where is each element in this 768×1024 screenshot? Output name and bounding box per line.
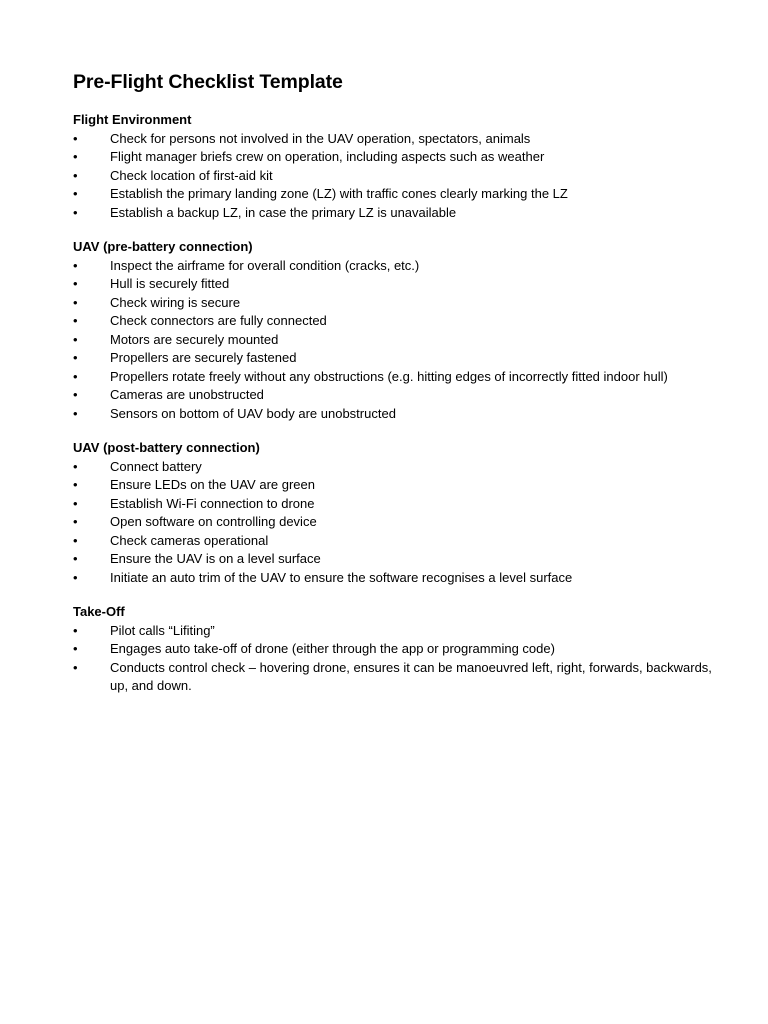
bullet-icon: • — [73, 659, 78, 675]
list-item-text: Check for persons not involved in the UAV operation, spectators, animals — [110, 130, 531, 146]
bullet-icon: • — [73, 458, 78, 474]
bullet-icon: • — [73, 186, 78, 201]
list-item-text: Check connectors are fully connected — [110, 313, 327, 328]
list-item-text: Open software on controlling device — [110, 514, 317, 529]
bullet-icon: • — [73, 551, 78, 566]
bullet-icon: • — [73, 276, 78, 291]
list-item — [73, 167, 713, 186]
list-item — [73, 458, 713, 477]
bullet-icon: • — [73, 622, 78, 638]
list-item — [73, 569, 713, 588]
bullet-icon: • — [73, 368, 78, 384]
list-item-text: Establish a backup LZ, in case the primary LZ is unavailable — [110, 204, 457, 220]
bullet-icon: • — [73, 569, 78, 585]
list-item-text: Inspect the airframe for overall condition (cracks, etc.) — [110, 257, 420, 273]
list-item — [73, 622, 713, 641]
bullet-icon: • — [73, 257, 78, 273]
list-item — [73, 148, 713, 167]
list-item — [73, 550, 713, 569]
list-item — [73, 476, 713, 495]
bullet-icon: • — [73, 130, 78, 146]
list-item-text: Engages auto take-off of drone (either through the app or programming code) — [110, 641, 555, 656]
list-item — [73, 368, 713, 387]
section-heading: UAV (pre-battery connection) — [73, 239, 253, 254]
bullet-icon: • — [73, 313, 78, 328]
bullet-icon: • — [73, 167, 78, 183]
section-heading: Take-Off — [73, 604, 125, 619]
list-item-text: Flight manager briefs crew on operation, including aspects such as weather — [110, 149, 545, 164]
bullet-icon: • — [73, 405, 78, 421]
bullet-icon: • — [73, 641, 78, 656]
list-item-text: Conducts control check – hovering drone, ensures it can be manoeuvred left, right, forwards, backwards, up, and down. — [110, 659, 712, 693]
list-item-text: Sensors on bottom of UAV body are unobstructed — [110, 405, 396, 421]
checklist — [73, 458, 713, 588]
list-item-text: Propellers are securely fastened — [110, 350, 297, 365]
list-item — [73, 257, 713, 276]
list-item — [73, 312, 713, 331]
section-heading: UAV (post-battery connection) — [73, 440, 260, 455]
list-item-text: Pilot calls “Lifiting” — [110, 622, 215, 638]
bullet-icon: • — [73, 350, 78, 365]
bullet-icon: • — [73, 149, 78, 164]
page-title: Pre-Flight Checklist Template — [73, 71, 343, 93]
document-page — [73, 69, 713, 712]
list-item — [73, 495, 713, 514]
bullet-icon: • — [73, 331, 78, 347]
list-item-text: Ensure the UAV is on a level surface — [110, 551, 321, 566]
bullet-icon: • — [73, 387, 78, 402]
list-item-text: Cameras are unobstructed — [110, 387, 264, 402]
list-item-text: Check location of first-aid kit — [110, 167, 273, 183]
list-item — [73, 640, 713, 659]
list-item — [73, 513, 713, 532]
list-item-text: Hull is securely fitted — [110, 276, 230, 291]
section-heading: Flight Environment — [73, 112, 192, 127]
list-item — [73, 386, 713, 405]
sections-container — [73, 111, 713, 696]
list-item-text: Establish the primary landing zone (LZ) with traffic cones clearly marking the LZ — [110, 186, 568, 201]
list-item — [73, 331, 713, 350]
checklist-section — [73, 111, 713, 222]
list-item-text: Connect battery — [110, 458, 202, 474]
list-item — [73, 185, 713, 204]
list-item-text: Check cameras operational — [110, 532, 269, 548]
list-item-text: Establish Wi-Fi connection to drone — [110, 495, 315, 511]
list-item-text: Check wiring is secure — [110, 294, 241, 310]
list-item-text: Motors are securely mounted — [110, 331, 279, 347]
bullet-icon: • — [73, 204, 78, 220]
list-item — [73, 405, 713, 424]
checklist — [73, 130, 713, 223]
checklist-section — [73, 238, 713, 423]
list-item — [73, 294, 713, 313]
bullet-icon: • — [73, 477, 78, 492]
list-item — [73, 275, 713, 294]
list-item-text: Initiate an auto trim of the UAV to ensure the software recognises a level surface — [110, 569, 573, 585]
bullet-icon: • — [73, 495, 78, 511]
bullet-icon: • — [73, 532, 78, 548]
checklist — [73, 257, 713, 424]
list-item — [73, 204, 713, 223]
list-item — [73, 532, 713, 551]
list-item — [73, 659, 713, 696]
checklist-section — [73, 603, 713, 696]
bullet-icon: • — [73, 514, 78, 529]
checklist — [73, 622, 713, 696]
list-item — [73, 349, 713, 368]
list-item — [73, 130, 713, 149]
checklist-section — [73, 439, 713, 587]
list-item-text: Propellers rotate freely without any obstructions (e.g. hitting edges of incorrectly fitted indoor hull) — [110, 368, 668, 384]
list-item-text: Ensure LEDs on the UAV are green — [110, 477, 315, 492]
bullet-icon: • — [73, 294, 78, 310]
